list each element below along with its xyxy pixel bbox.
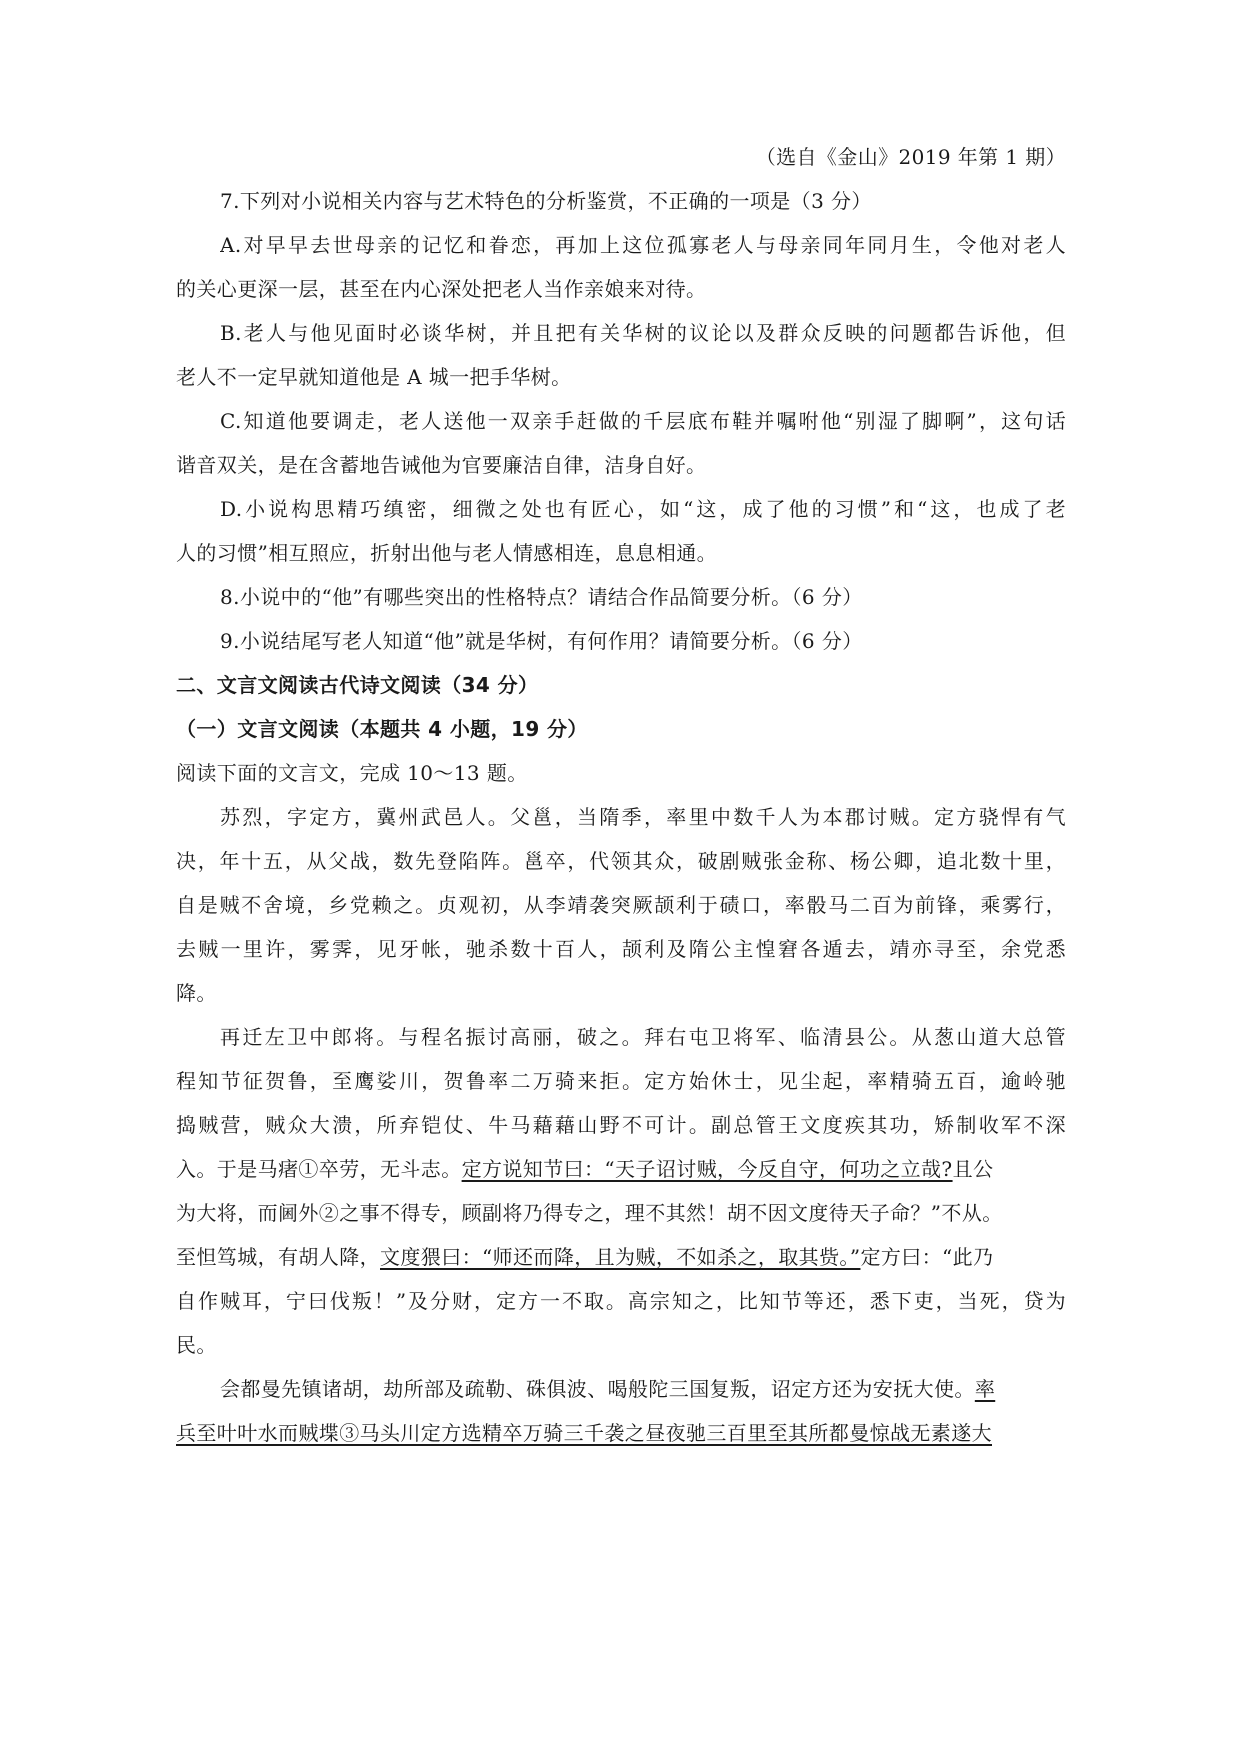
passage-p1-line-4: 去贼一里许，雾霁，见牙帐，驰杀数十百人，颉利及隋公主惶窘各遁去，靖亦寻至，余党悉: [176, 937, 1066, 961]
question-7: 7.下列对小说相关内容与艺术特色的分析鉴赏，不正确的一项是（3 分）: [220, 189, 872, 213]
passage-p2-line-1: 再迁左卫中郎将。与程名振讨高丽，破之。拜右屯卫将军、临清县公。从葱山道大总管: [220, 1025, 1066, 1049]
option-a-line-1: A.对早早去世母亲的记忆和眷恋，再加上这位孤寡老人与母亲同年同月生，令他对老人: [220, 233, 1066, 257]
passage-p2-line-7: 自作贼耳，宁曰伐叛！”及分财，定方一不取。高宗知之，比知节等还，悉下吏，当死，贷为: [176, 1289, 1066, 1313]
reading-instruction: 阅读下面的文言文，完成 10～13 题。: [176, 761, 528, 785]
passage-p1-line-5: 降。: [176, 981, 217, 1005]
question-9: 9.小说结尾写老人知道“他”就是华树，有何作用？请简要分析。（6 分）: [220, 629, 863, 653]
underlined-sentence-1: 定方说知节曰：“天子诏讨贼，今反自守，何功之立哉?: [461, 1157, 953, 1181]
passage-p2-line-6: [176, 1242, 1066, 1272]
option-d-line-1: D.小说构思精巧缜密，细微之处也有匠心，如“这，成了他的习惯”和“这，也成了老: [220, 497, 1066, 521]
option-b-line-1: B.老人与他见面时必谈华树，并且把有关华树的议论以及群众反映的问题都告诉他，但: [220, 321, 1066, 345]
underlined-sentence-3-start: 率: [974, 1377, 996, 1401]
passage-text: 会都曼先镇诸胡，劫所部及疏勒、硃俱波、喝般陀三国复叛，诏定方还为安抚大使。: [220, 1377, 975, 1401]
passage-p1-line-2: 决，年十五，从父战，数先登陷阵。邕卒，代领其众，破剧贼张金称、杨公卿，追北数十里，: [176, 849, 1066, 873]
passage-p1-line-1: 苏烈，字定方，冀州武邑人。父邕，当隋季，率里中数千人为本郡讨贼。定方骁悍有气: [220, 805, 1066, 829]
option-d-line-2: 人的习惯”相互照应，折射出他与老人情感相连，息息相通。: [176, 541, 718, 565]
passage-p3-line-1: [220, 1374, 1066, 1404]
passage-text: 定方曰：“此乃: [860, 1245, 994, 1269]
passage-p2-line-3: 捣贼营，贼众大溃，所弃铠仗、牛马藉藉山野不可计。副总管王文度疾其功，矫制收军不深: [176, 1113, 1066, 1137]
underlined-sentence-3: 兵至叶叶水而贼堞③马头川定方选精卒万骑三千袭之昼夜驰三百里至其所都曼惊战无素遂大: [176, 1421, 992, 1445]
option-c-line-1: C.知道他要调走，老人送他一双亲手赶做的千层底布鞋并嘱咐他“别湿了脚啊”，这句话: [220, 409, 1066, 433]
option-c-line-2: 谐音双关，是在含蓄地告诫他为官要廉洁自律，洁身自好。: [176, 453, 707, 477]
option-b-line-2: 老人不一定早就知道他是 A 城一把手华树。: [176, 365, 572, 389]
passage-text: 且公: [952, 1157, 994, 1181]
passage-text: 入。于是马瘏①卒劳，无斗志。: [176, 1157, 462, 1181]
section-subtitle: （一）文言文阅读（本题共 4 小题，19 分）: [176, 717, 588, 741]
passage-p2-line-5: 为大将，而阃外②之事不得专，顾副将乃得专之，理不其然！胡不因文度待天子命？”不从。: [176, 1201, 1003, 1225]
passage-p1-line-3: 自是贼不舍境，乡党赖之。贞观初，从李靖袭突厥颉利于碛口，率骰马二百为前锋，乘雾行，: [176, 893, 1066, 917]
passage-text: 至怛笃城，有胡人降，: [176, 1245, 380, 1269]
option-a-line-2: 的关心更深一层，甚至在内心深处把老人当作亲娘来对待。: [176, 277, 707, 301]
passage-p2-line-8: 民。: [176, 1333, 217, 1357]
passage-p2-line-4: [176, 1154, 1066, 1184]
question-8: 8.小说中的“他”有哪些突出的性格特点？请结合作品简要分析。（6 分）: [220, 585, 863, 609]
section-title: 二、文言文阅读古代诗文阅读（34 分）: [176, 673, 539, 697]
underlined-sentence-2: 文度猥曰：“师还而降，且为贼，不如杀之，取其赀。”: [380, 1245, 861, 1269]
passage-p2-line-2: 程知节征贺鲁，至鹰娑川，贺鲁率二万骑来拒。定方始休士，见尘起，率精骑五百，逾岭驰: [176, 1069, 1066, 1093]
source-citation: （选自《金山》2019 年第 1 期）: [755, 145, 1066, 169]
